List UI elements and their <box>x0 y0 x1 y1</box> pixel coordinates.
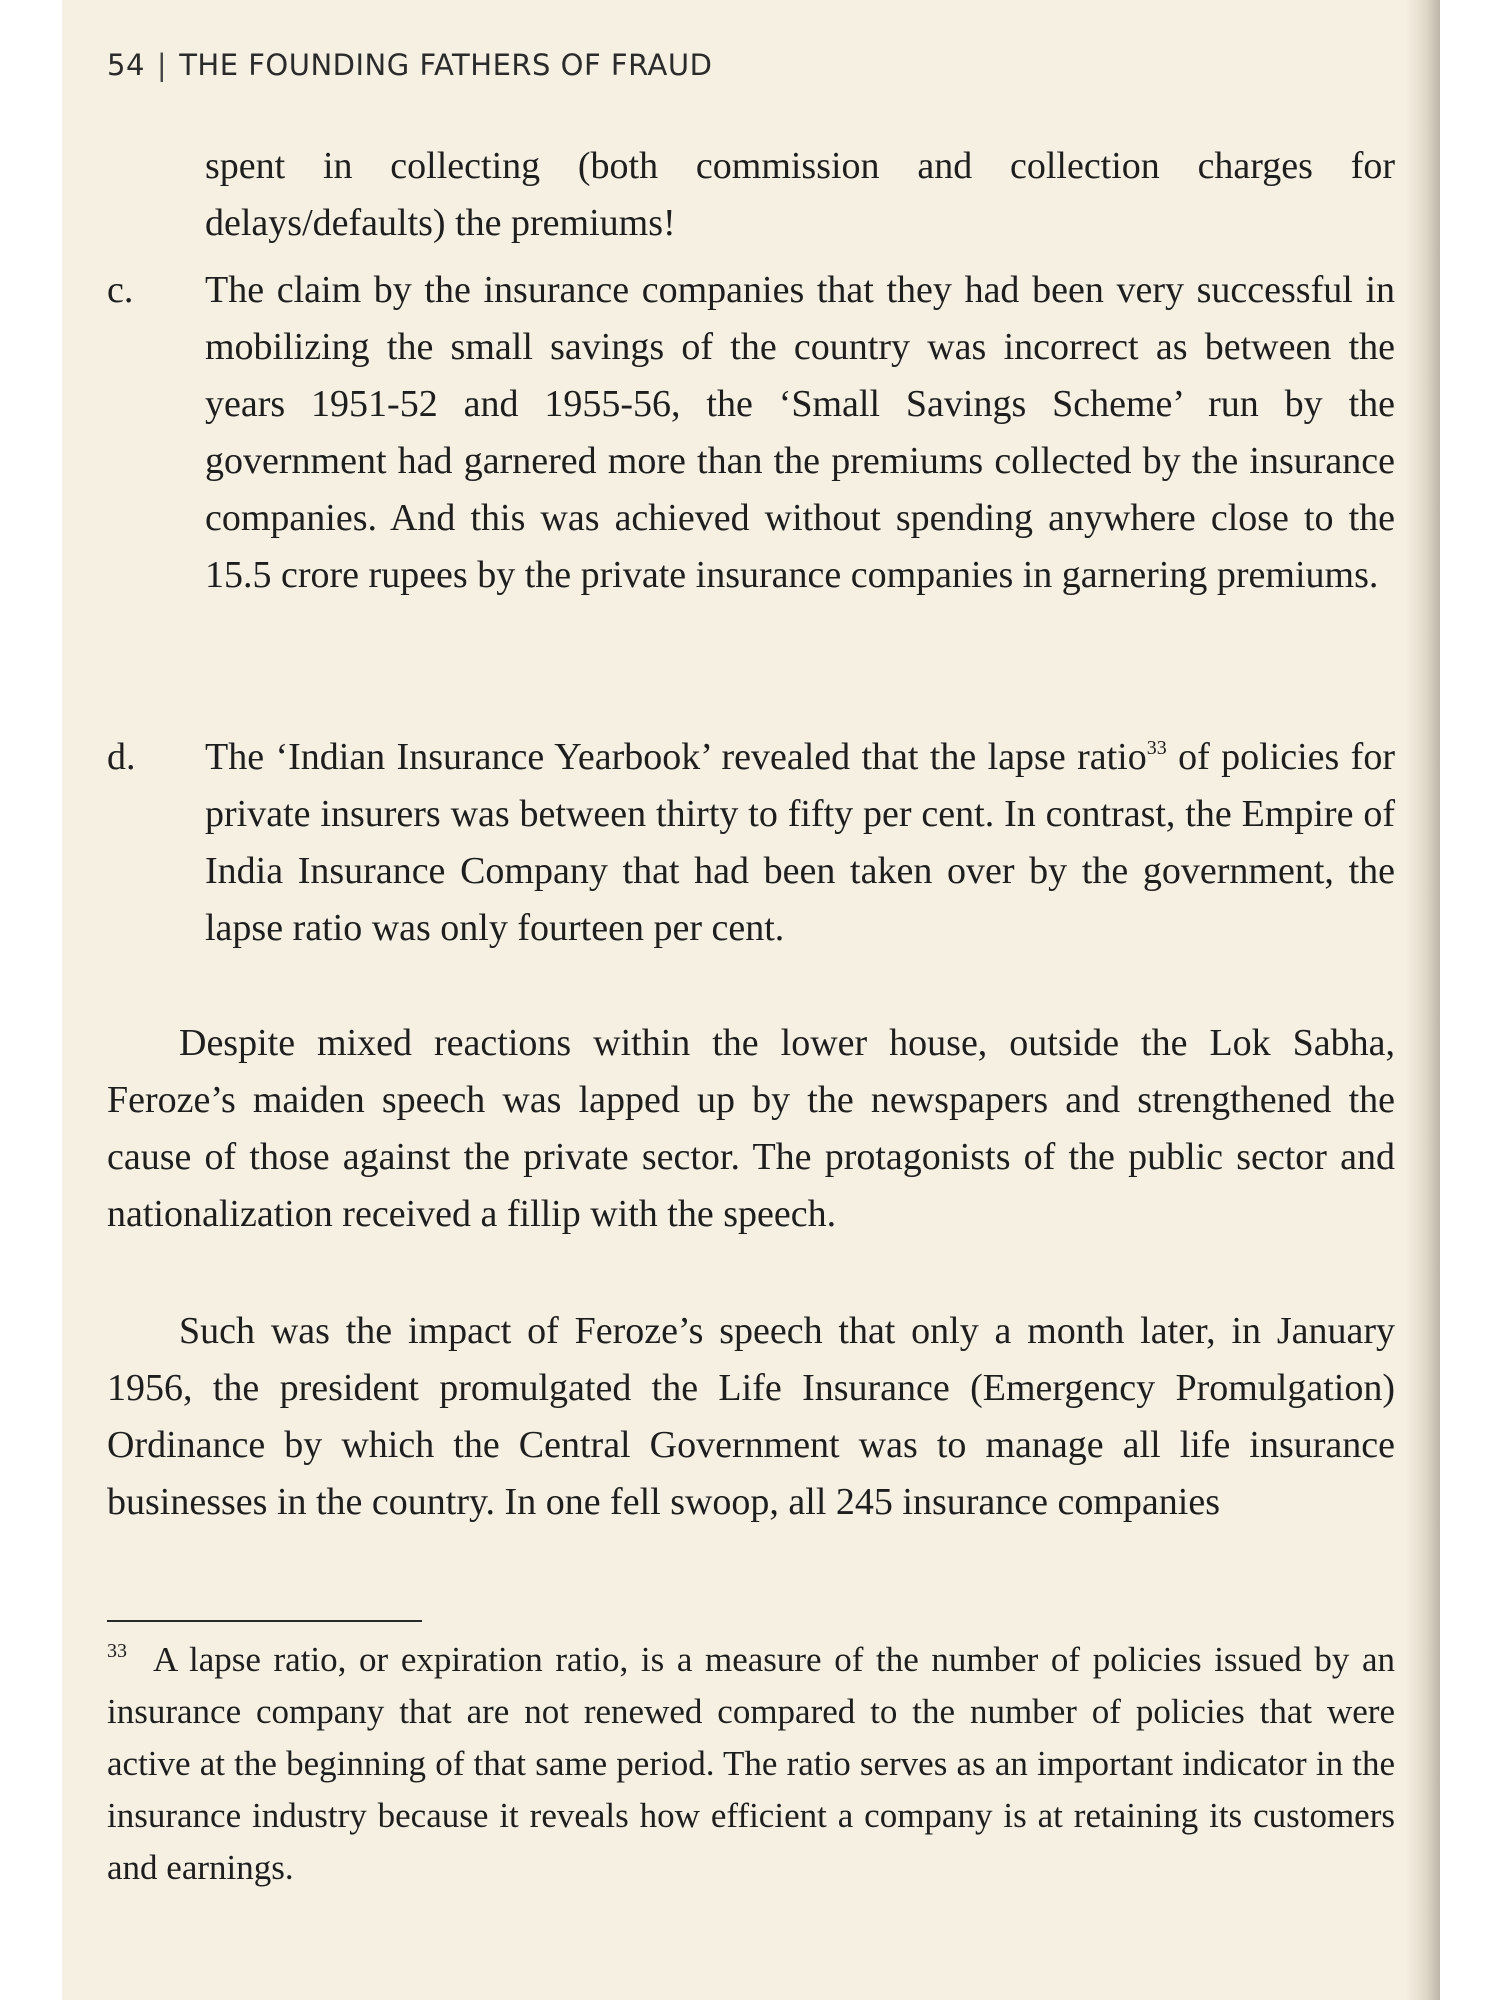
paragraph: Despite mixed reactions within the lower house, outside the Lok Sabha, Feroze’s maiden speech was lapped up by the newspapers and strengthened the cause of those against the private sector. The protagonists of the public sector and nationalization received a fillip with the speech. <box>107 1022 1395 1235</box>
book-title: THE FOUNDING FATHERS OF FRAUD <box>179 48 713 82</box>
list-item-text: The claim by the insurance companies that they had been very successful in mobilizing the small savings of the country was incorrect as between the years 1951-52 and 1955-56, the ‘Small Savings Scheme’ run by the government had garnered more than the premiums collected by the insurance companies. And this was achieved without spending anywhere close to the 15.5 crore rupees by the private insurance companies in garnering premiums. <box>205 269 1395 596</box>
footnote-number: 33 <box>107 1640 127 1662</box>
list-marker: d. <box>107 736 136 778</box>
header-separator: | <box>156 48 168 82</box>
footnote-divider <box>107 1620 422 1622</box>
page-number: 54 <box>107 48 145 82</box>
footnote-reference[interactable]: 33 <box>1146 737 1167 759</box>
list-item-d <box>107 729 1395 957</box>
list-marker: c. <box>107 269 134 311</box>
list-item-continuation: spent in collecting (both commission and collection charges for delays/defaults) the premiums! <box>205 145 1395 244</box>
running-header <box>107 48 712 82</box>
list-item-text <box>205 729 1395 957</box>
item-text-before-ref: The ‘Indian Insurance Yearbook’ revealed that the lapse ratio <box>205 736 1147 778</box>
footnote <box>107 1634 1395 1894</box>
item-text-after-ref: of policies for private insurers was between thirty to fifty per cent. In contrast, the Empire of India Insurance Company that had been taken over by the government, the lapse ratio was only fourteen per cent. <box>205 736 1395 949</box>
book-page <box>62 0 1440 2000</box>
footnote-text: A lapse ratio, or expiration ratio, is a measure of the number of policies issued by an insurance company that are not renewed compared to the number of policies that were active at the beginning of that same period. The ratio serves as an important indicator in the insurance industry because it reveals how efficient a company is at retaining its customers and earnings. <box>107 1640 1395 1887</box>
list-item-c <box>107 262 1395 604</box>
paragraph: Such was the impact of Feroze’s speech that only a month later, in January 1956, the president promulgated the Life Insurance (Emergency Promulgation) Ordinance by which the Central Government was to manage all life insurance businesses in the country. In one fell swoop, all 245 insurance companies <box>107 1310 1395 1523</box>
